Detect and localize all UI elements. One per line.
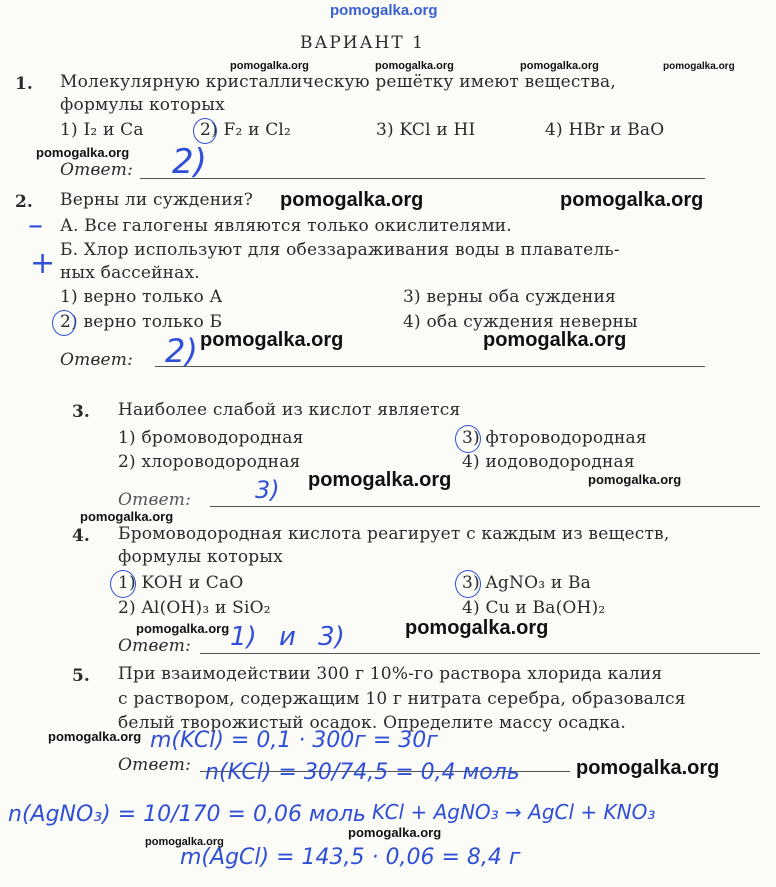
watermark: pomogalka.org xyxy=(136,621,230,636)
handwritten-equation: KCl + AgNO₃ → AgCl + KNO₃ xyxy=(372,800,656,824)
answer-line xyxy=(210,506,760,507)
variant-title: ВАРИАНТ 1 xyxy=(300,33,425,53)
answer-circle-mark xyxy=(110,570,136,598)
option: 1) верно только А xyxy=(60,287,223,307)
watermark-top: pomogalka.org xyxy=(330,2,438,19)
question-text: Верны ли суждения? xyxy=(60,190,254,210)
watermark: pomogalka.org xyxy=(48,729,142,744)
watermark: pomogalka.org xyxy=(483,329,627,351)
option: 1) KOH и CaO xyxy=(118,573,244,593)
option: 2) Al(OH)₃ и SiO₂ xyxy=(118,598,271,618)
question-number: 2. xyxy=(15,192,33,212)
answer-circle-mark xyxy=(52,310,76,336)
statement-a: А. Все галогены являются только окислителями. xyxy=(60,216,512,236)
answer-label: Ответ: xyxy=(60,160,134,180)
handwritten-calc: m(KCl) = 0,1 · 300г = 30г xyxy=(150,728,438,753)
question-text: При взаимодействии 300 г 10%-го раствора хлорида калия xyxy=(118,664,663,684)
option: 4) оба суждения неверны xyxy=(403,312,638,332)
watermark: pomogalka.org xyxy=(576,757,720,779)
question-text: Бромоводородная кислота реагирует с каждым из веществ, xyxy=(118,524,670,544)
answer-label: Ответ: xyxy=(118,755,192,775)
option: 4) HBr и BaO xyxy=(545,120,665,140)
answer-line xyxy=(155,366,705,367)
answer-label: Ответ: xyxy=(118,636,192,656)
option: 4) иодоводородная xyxy=(462,452,635,472)
option: 2) верно только Б xyxy=(60,312,223,332)
watermark: pomogalka.org xyxy=(405,617,549,639)
answer-line xyxy=(140,178,705,179)
handwritten-calc: n(AgNO₃) = 10/170 = 0,06 моль xyxy=(8,802,367,827)
option: 3) AgNO₃ и Ba xyxy=(462,573,592,593)
question-number: 5. xyxy=(72,666,90,686)
handwritten-answer: 3) xyxy=(255,476,280,504)
answer-label: Ответ: xyxy=(118,490,192,510)
statement-b: Б. Хлор используют для обеззараживания воды в плаватель- xyxy=(60,240,620,260)
watermark: pomogalka.org xyxy=(80,509,174,524)
watermark: pomogalka.org xyxy=(36,145,130,160)
watermark: pomogalka.org xyxy=(200,329,344,351)
question-text: Молекулярную кристаллическую решётку имеют вещества, xyxy=(60,72,616,92)
handwritten-answer: 2) xyxy=(172,142,207,182)
option: 4) Cu и Ba(OH)₂ xyxy=(462,598,606,618)
question-text: Наиболее слабой из кислот является xyxy=(118,400,461,420)
answer-line xyxy=(200,653,760,654)
answer-circle-mark xyxy=(193,118,217,144)
option: 3) верны оба суждения xyxy=(403,287,616,307)
option: 3) KCl и HI xyxy=(376,120,476,140)
question-number: 1. xyxy=(15,74,33,94)
answer-circle-mark xyxy=(455,425,481,453)
watermark: pomogalka.org xyxy=(145,836,224,848)
question-text: с раствором, содержащим 10 г нитрата серебра, образовался xyxy=(118,689,686,709)
handwritten-mark: – xyxy=(28,208,43,243)
option: 1) бромоводородная xyxy=(118,428,304,448)
answer-circle-mark xyxy=(455,570,481,598)
option: 2) F₂ и Cl₂ xyxy=(200,120,292,140)
answer-label: Ответ: xyxy=(60,350,134,370)
watermark: pomogalka.org xyxy=(375,60,454,72)
watermark: pomogalka.org xyxy=(230,60,309,72)
question-text: формулы которых xyxy=(118,547,283,567)
option: 3) фтороводородная xyxy=(462,428,647,448)
statement-b: ных бассейнах. xyxy=(60,263,200,283)
question-number: 4. xyxy=(72,526,90,546)
handwritten-mark: + xyxy=(30,246,56,281)
watermark: pomogalka.org xyxy=(588,472,682,487)
watermark: pomogalka.org xyxy=(280,189,424,211)
handwritten-calc: n(KCl) = 30/74,5 = 0,4 моль xyxy=(205,760,520,785)
watermark: pomogalka.org xyxy=(348,825,442,840)
question-number: 3. xyxy=(72,402,90,422)
watermark: pomogalka.org xyxy=(520,60,599,72)
question-text: формулы которых xyxy=(60,95,225,115)
handwritten-answer: 2) xyxy=(165,332,198,370)
watermark: pomogalka.org xyxy=(560,189,704,211)
handwritten-answer: 1) и 3) xyxy=(230,622,345,652)
option: 2) хлороводородная xyxy=(118,452,301,472)
watermark: pomogalka.org xyxy=(663,61,735,72)
watermark: pomogalka.org xyxy=(308,469,452,491)
question-text: белый творожистый осадок. Определите массу осадка. xyxy=(118,713,626,733)
option: 1) I₂ и Ca xyxy=(60,120,144,140)
handwritten-result: m(AgCl) = 143,5 · 0,06 = 8,4 г xyxy=(180,845,521,870)
